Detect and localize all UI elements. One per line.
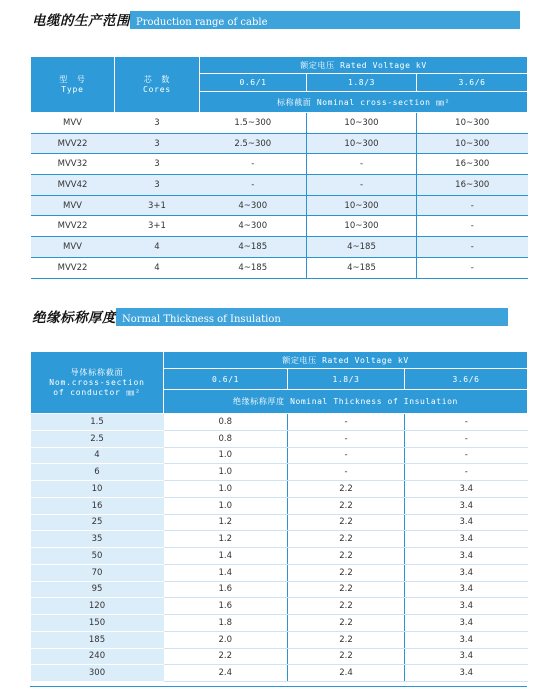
cores-cell: 3 — [115, 175, 200, 196]
size-cell: 300 — [31, 665, 164, 682]
table-row — [31, 447, 528, 464]
size-header-cn: 导体标称截面 — [70, 367, 124, 377]
size-cell: 150 — [31, 615, 164, 632]
thickness-cell-1.8-3: 2.4 — [288, 665, 405, 682]
table-row — [31, 257, 528, 278]
voltage-3.6-6: 3.6/6 — [417, 74, 528, 92]
thickness-cell-0.6-1: 2.0 — [164, 631, 288, 648]
range-cell-3.6-6: 10~300 — [417, 133, 528, 154]
table-row — [31, 581, 528, 598]
type-cell: MVV42 — [31, 175, 115, 196]
range-cell-1.8-3: 4~185 — [307, 237, 417, 258]
table-row — [31, 631, 528, 648]
section1-title: 电缆的生产范围 — [32, 13, 130, 29]
table-row — [31, 175, 528, 196]
cores-cell: 3 — [115, 113, 200, 134]
table-row — [31, 531, 528, 548]
thickness-cell-1.8-3: - — [288, 430, 405, 447]
type-cell: MVV22 — [31, 257, 115, 278]
thickness-cell-1.8-3: 2.2 — [288, 481, 405, 498]
table-row — [31, 216, 528, 237]
section2-heading — [32, 306, 508, 326]
thickness-cell-0.6-1: 1.8 — [164, 615, 288, 632]
range-cell-3.6-6: - — [417, 237, 528, 258]
thickness-cell-3.6-6: 3.4 — [405, 631, 528, 648]
size-cell: 50 — [31, 548, 164, 565]
thickness-cell-3.6-6: - — [405, 414, 528, 431]
size-cell: 10 — [31, 481, 164, 498]
thickness-cell-1.8-3: 2.2 — [288, 648, 405, 665]
range-cell-1.8-3: - — [307, 175, 417, 196]
table-row — [31, 464, 528, 481]
table-row — [31, 414, 528, 431]
range-cell-1.8-3: 10~300 — [307, 216, 417, 237]
size-cell: 1.5 — [31, 414, 164, 431]
thickness-cell-1.8-3: 2.2 — [288, 531, 405, 548]
section1-heading — [32, 9, 520, 29]
cores-cell: 3+1 — [115, 195, 200, 216]
thickness-cell-0.6-1: 1.0 — [164, 464, 288, 481]
size-cell: 185 — [31, 631, 164, 648]
section2-subtitle: Normal Thickness of Insulation — [116, 308, 508, 326]
range-cell-0.6-1: 2.5~300 — [200, 133, 307, 154]
range-cell-1.8-3: 4~185 — [307, 257, 417, 278]
voltage-1.8-3: 1.8/3 — [307, 74, 417, 92]
thickness-cell-0.6-1: 0.8 — [164, 430, 288, 447]
range-cell-0.6-1: 4~185 — [200, 237, 307, 258]
table-row — [31, 514, 528, 531]
thickness-cell-0.6-1: 2.2 — [164, 648, 288, 665]
range-cell-3.6-6: - — [417, 195, 528, 216]
thickness-cell-3.6-6: 3.4 — [405, 615, 528, 632]
table-row — [31, 481, 528, 498]
thickness-cell-3.6-6: 3.4 — [405, 481, 528, 498]
size-cell: 120 — [31, 598, 164, 615]
thickness-cell-1.8-3: - — [288, 414, 405, 431]
cores-cell: 4 — [115, 237, 200, 258]
cores-column-header — [115, 57, 200, 113]
thickness-cell-3.6-6: 3.4 — [405, 531, 528, 548]
thickness-cell-0.6-1: 1.6 — [164, 581, 288, 598]
thickness-cell-1.8-3: 2.2 — [288, 564, 405, 581]
type-column-header — [31, 57, 115, 113]
section1-subtitle: Production range of cable — [130, 11, 520, 29]
range-cell-3.6-6: 10~300 — [417, 113, 528, 134]
thickness-cell-0.6-1: 2.4 — [164, 665, 288, 682]
range-cell-0.6-1: 4~300 — [200, 195, 307, 216]
thickness-cell-3.6-6: 3.4 — [405, 548, 528, 565]
type-cell: MVV22 — [31, 133, 115, 154]
thickness-cell-3.6-6: 3.4 — [405, 598, 528, 615]
size-cell: 25 — [31, 514, 164, 531]
bottom-rule — [30, 686, 527, 687]
table-row — [31, 113, 528, 134]
table-row — [31, 548, 528, 565]
cross-section-column-header — [31, 352, 164, 414]
thickness-cell-0.6-1: 1.2 — [164, 531, 288, 548]
range-cell-1.8-3: 10~300 — [307, 195, 417, 216]
table-row — [31, 497, 528, 514]
range-cell-0.6-1: - — [200, 154, 307, 175]
size-cell: 95 — [31, 581, 164, 598]
thickness-cell-0.6-1: 1.2 — [164, 514, 288, 531]
voltage-0.6-1: 0.6/1 — [200, 74, 307, 92]
cores-header-en: Cores — [142, 84, 172, 94]
thickness-header: 绝缘标称厚度 Nominal Thickness of Insulation — [164, 390, 528, 414]
thickness-cell-1.8-3: 2.2 — [288, 631, 405, 648]
size-header-en2: of conductor ㎜² — [53, 387, 141, 397]
production-range-table — [30, 56, 528, 279]
voltage-0.6-1: 0.6/1 — [164, 369, 288, 390]
thickness-cell-3.6-6: - — [405, 447, 528, 464]
table-row — [31, 598, 528, 615]
table-row — [31, 564, 528, 581]
thickness-cell-1.8-3: 2.2 — [288, 581, 405, 598]
voltage-1.8-3: 1.8/3 — [288, 369, 405, 390]
range-cell-3.6-6: 16~300 — [417, 154, 528, 175]
table-row — [31, 430, 528, 447]
table-row — [31, 648, 528, 665]
voltage-header: 额定电压 Rated Voltage kV — [164, 352, 528, 369]
thickness-cell-3.6-6: - — [405, 430, 528, 447]
size-cell: 16 — [31, 497, 164, 514]
size-cell: 240 — [31, 648, 164, 665]
table-row — [31, 665, 528, 682]
voltage-3.6-6: 3.6/6 — [405, 369, 528, 390]
type-cell: MVV — [31, 195, 115, 216]
size-cell: 35 — [31, 531, 164, 548]
cores-header-cn: 芯 数 — [143, 74, 171, 84]
range-cell-0.6-1: 1.5~300 — [200, 113, 307, 134]
thickness-cell-0.6-1: 1.4 — [164, 548, 288, 565]
table-row — [31, 237, 528, 258]
type-header-en: Type — [61, 84, 84, 94]
thickness-cell-3.6-6: 3.4 — [405, 514, 528, 531]
table-row — [31, 154, 528, 175]
table-row — [31, 133, 528, 154]
thickness-cell-1.8-3: 2.2 — [288, 497, 405, 514]
thickness-cell-1.8-3: 2.2 — [288, 615, 405, 632]
size-header-en1: Nom.cross-section — [49, 377, 145, 387]
thickness-cell-0.6-1: 1.0 — [164, 447, 288, 464]
thickness-cell-1.8-3: 2.2 — [288, 548, 405, 565]
range-cell-3.6-6: - — [417, 216, 528, 237]
thickness-cell-0.6-1: 1.0 — [164, 481, 288, 498]
voltage-header: 额定电压 Rated Voltage kV — [200, 57, 528, 74]
thickness-cell-3.6-6: 3.4 — [405, 564, 528, 581]
range-cell-3.6-6: 16~300 — [417, 175, 528, 196]
thickness-cell-3.6-6: 3.4 — [405, 665, 528, 682]
type-cell: MVV32 — [31, 154, 115, 175]
thickness-cell-1.8-3: - — [288, 447, 405, 464]
range-cell-0.6-1: 4~300 — [200, 216, 307, 237]
insulation-thickness-table — [30, 351, 528, 682]
cores-cell: 3+1 — [115, 216, 200, 237]
thickness-cell-1.8-3: 2.2 — [288, 514, 405, 531]
thickness-cell-1.8-3: - — [288, 464, 405, 481]
table-row — [31, 195, 528, 216]
thickness-cell-3.6-6: 3.4 — [405, 497, 528, 514]
thickness-cell-0.6-1: 0.8 — [164, 414, 288, 431]
type-cell: MVV — [31, 237, 115, 258]
range-cell-1.8-3: - — [307, 154, 417, 175]
range-cell-1.8-3: 10~300 — [307, 133, 417, 154]
range-cell-0.6-1: - — [200, 175, 307, 196]
size-cell: 2.5 — [31, 430, 164, 447]
thickness-cell-3.6-6: - — [405, 464, 528, 481]
cores-cell: 3 — [115, 154, 200, 175]
type-header-cn: 型 号 — [59, 74, 86, 84]
range-cell-3.6-6: - — [417, 257, 528, 278]
table-row — [31, 615, 528, 632]
cores-cell: 3 — [115, 133, 200, 154]
section2-title: 绝缘标称厚度 — [32, 310, 116, 326]
cross-section-header: 标称截面 Nominal cross-section ㎜² — [200, 92, 528, 113]
range-cell-1.8-3: 10~300 — [307, 113, 417, 134]
size-cell: 6 — [31, 464, 164, 481]
size-cell: 4 — [31, 447, 164, 464]
range-cell-0.6-1: 4~185 — [200, 257, 307, 278]
type-cell: MVV — [31, 113, 115, 134]
thickness-cell-3.6-6: 3.4 — [405, 581, 528, 598]
thickness-cell-0.6-1: 1.4 — [164, 564, 288, 581]
size-cell: 70 — [31, 564, 164, 581]
thickness-cell-3.6-6: 3.4 — [405, 648, 528, 665]
thickness-cell-0.6-1: 1.0 — [164, 497, 288, 514]
thickness-cell-0.6-1: 1.6 — [164, 598, 288, 615]
thickness-cell-1.8-3: 2.2 — [288, 598, 405, 615]
cores-cell: 4 — [115, 257, 200, 278]
type-cell: MVV22 — [31, 216, 115, 237]
